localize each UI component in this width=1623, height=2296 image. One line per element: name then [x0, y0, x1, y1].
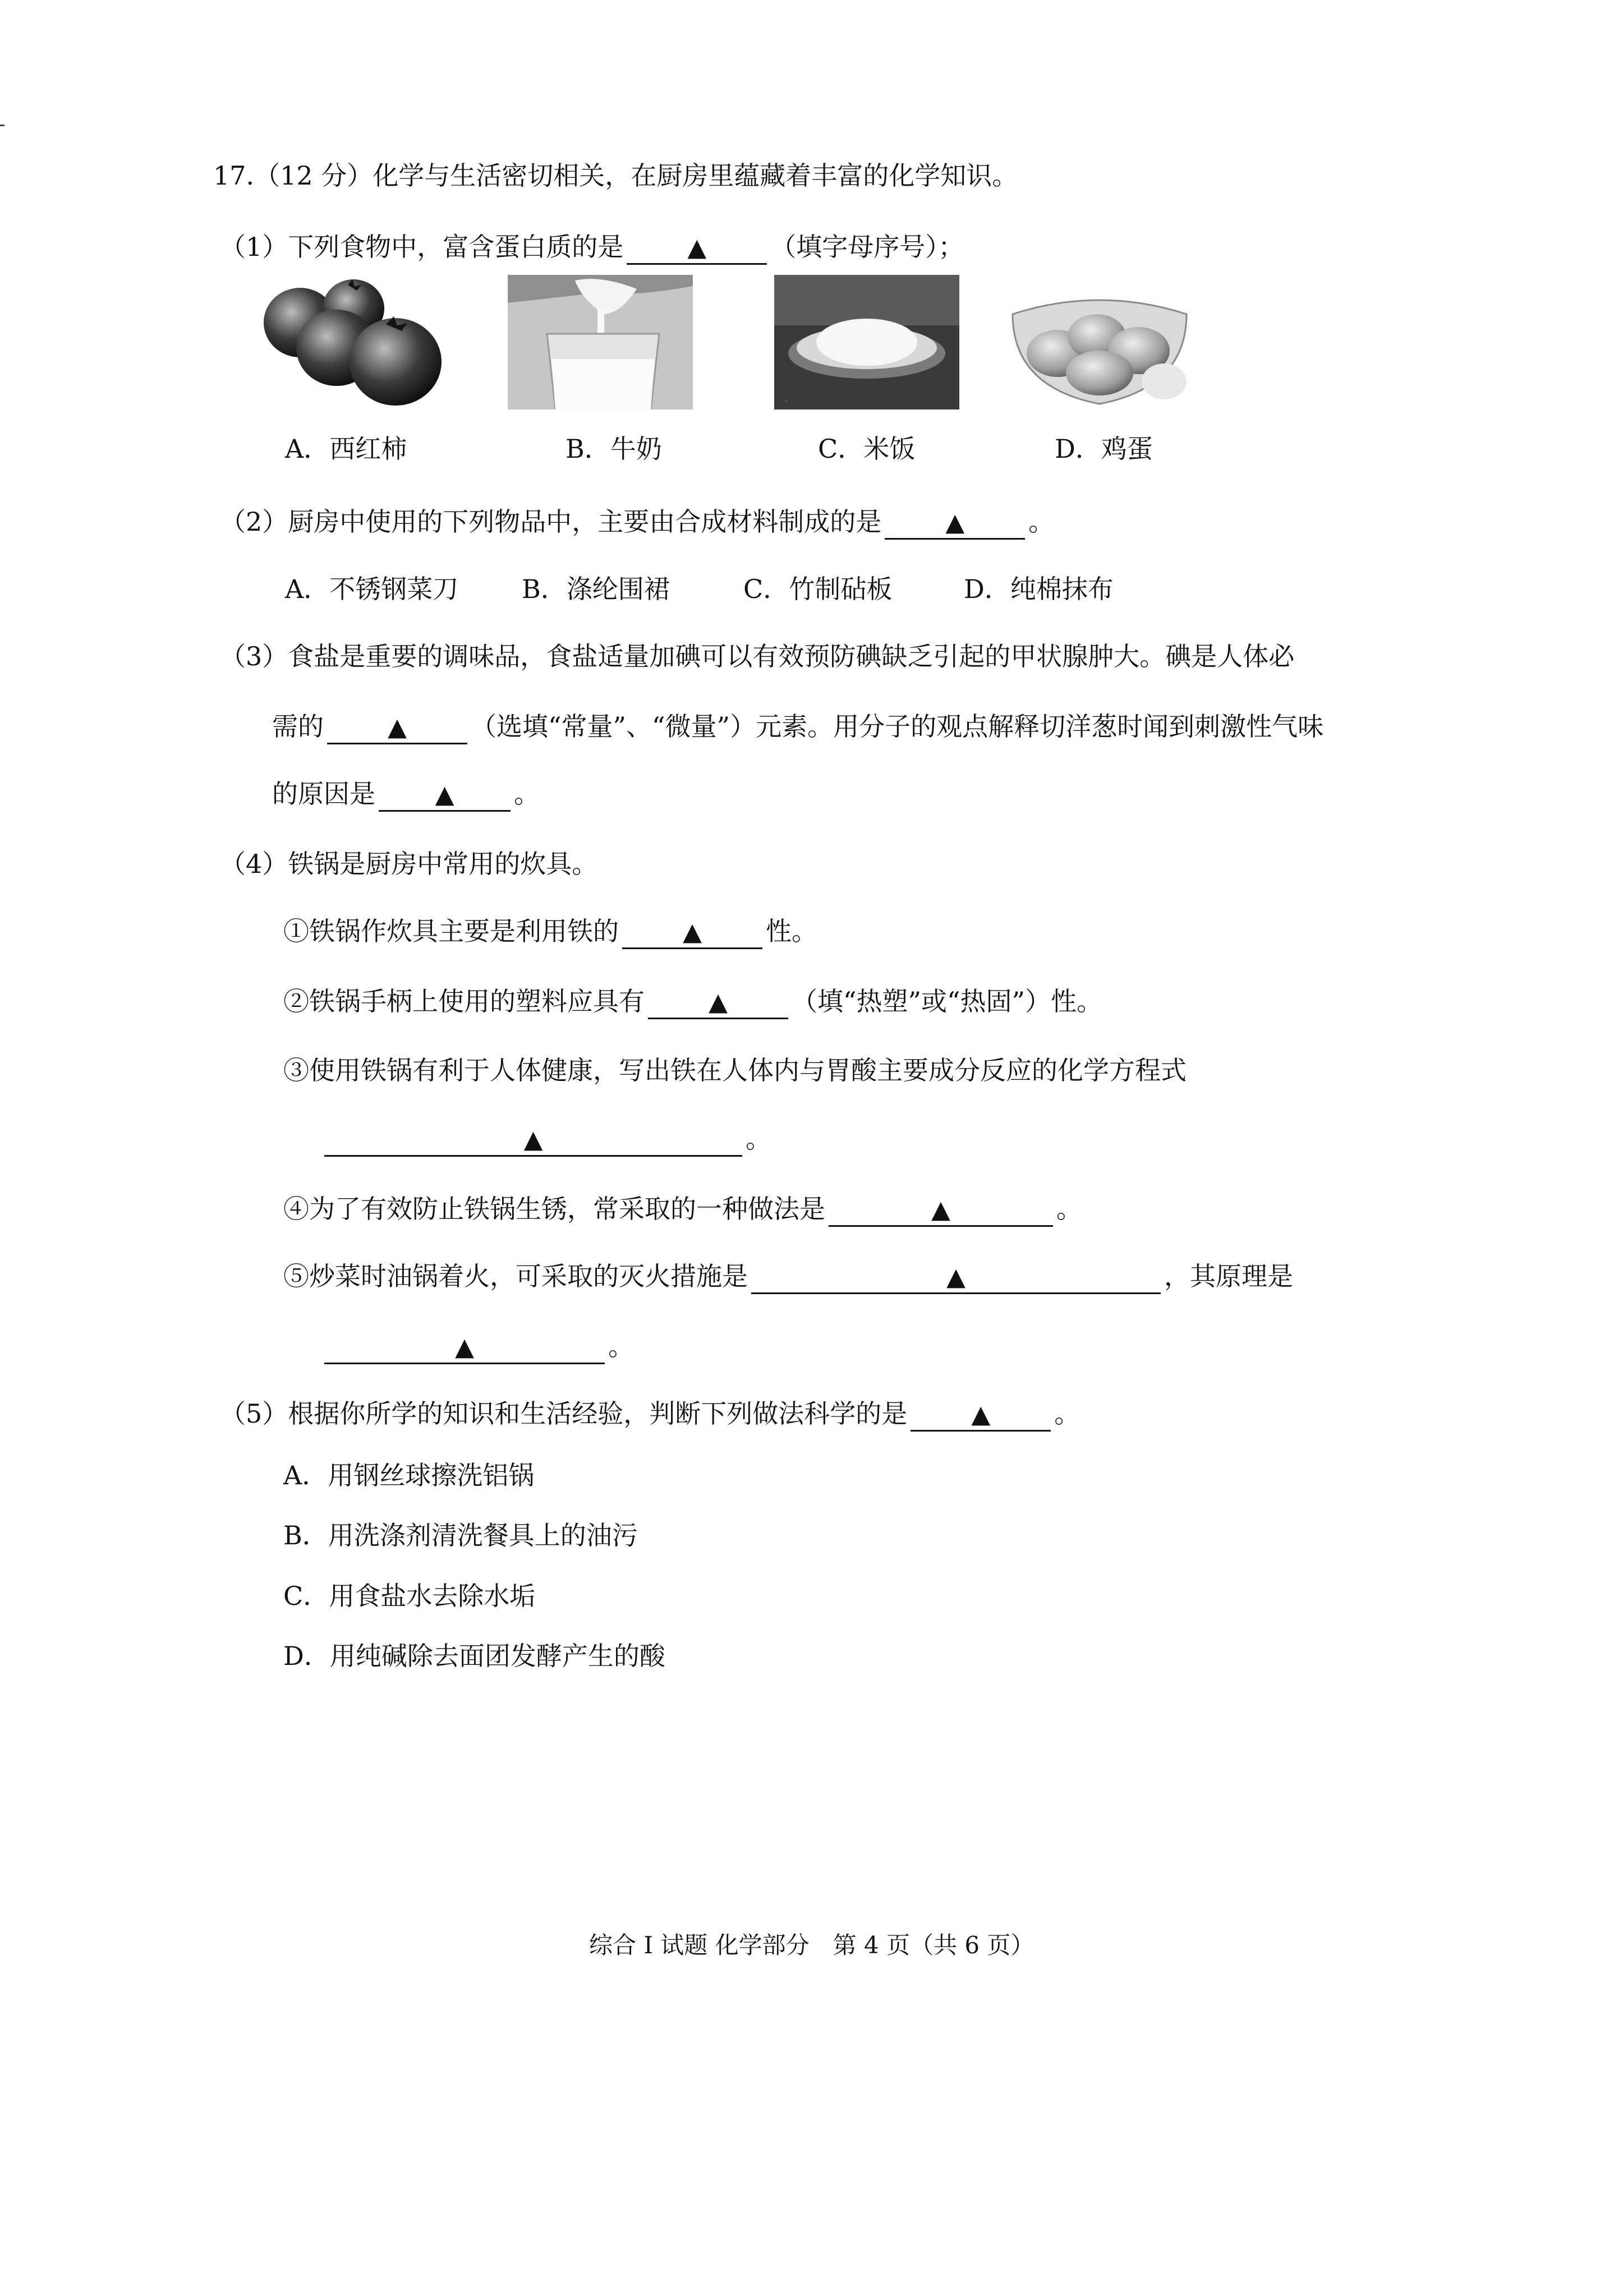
answer-blank[interactable]: ▲ — [911, 1398, 1051, 1432]
option-d: D．鸡蛋 — [1055, 434, 1153, 464]
milk-picture — [508, 275, 693, 409]
part5-option-b: B．用洗涤剂清洗餐具上的油污 — [283, 1520, 638, 1550]
rice-picture — [774, 275, 959, 409]
part4-item3-answer: ▲ 。 — [324, 1122, 771, 1157]
part2-option-d: D．纯棉抹布 — [964, 574, 1114, 604]
answer-blank[interactable]: ▲ — [327, 711, 467, 744]
part4-item5-answer: ▲ 。 — [324, 1329, 634, 1364]
svg-text:·: · — [785, 397, 788, 404]
part4-item3: ③使用铁锅有利于人体健康，写出铁在人体内与胃酸主要成分反应的化学方程式 — [283, 1055, 1187, 1085]
answer-blank[interactable]: ▲ — [829, 1194, 1053, 1227]
part4-item2: ②铁锅手柄上使用的塑料应具有 ▲ （填“热塑”或“热固”）性。 — [283, 984, 1102, 1019]
part3-line3: 的原因是 ▲ 。 — [272, 777, 540, 812]
option-b: B．牛奶 — [565, 434, 662, 464]
answer-blank[interactable]: ▲ — [885, 507, 1025, 540]
page-footer: 综合 I 试题 化学部分 第 4 页（共 6 页） — [589, 1931, 1035, 1959]
part4-intro: （4）铁锅是厨房中常用的炊具。 — [220, 849, 598, 879]
part5-option-c: C．用食盐水去除水垢 — [283, 1581, 536, 1611]
part4-item5: ⑤炒菜时油锅着火，可采取的灭火措施是 ▲ ，其原理是 — [283, 1259, 1293, 1294]
answer-blank[interactable]: ▲ — [622, 916, 762, 949]
answer-blank[interactable]: ▲ — [379, 779, 511, 812]
part3-line2: 需的 ▲ （选填“常量”、“微量”）元素。用分子的观点解释切洋葱时闻到刺激性气味 — [272, 710, 1323, 744]
answer-blank[interactable]: ▲ — [648, 986, 788, 1019]
part1-question: （1）下列食物中，富含蛋白质的是 ▲ （填字母序号）； — [220, 230, 964, 265]
answer-blank[interactable]: ▲ — [751, 1261, 1161, 1294]
part3-line1: （3）食盐是重要的调味品，食盐适量加碘可以有效预防碘缺乏引起的甲状腺肿大。碘是人体必 — [220, 641, 1295, 671]
question-title: 17.（12 分）化学与生活密切相关，在厨房里蕴藏着丰富的化学知识。 — [213, 160, 1018, 191]
answer-blank[interactable]: ▲ — [324, 1331, 605, 1364]
eggs-picture — [1007, 275, 1192, 409]
part2-option-b: B．涤纶围裙 — [522, 574, 670, 604]
option-c: C．米饭 — [818, 434, 916, 464]
tomatoes-picture — [258, 275, 443, 409]
part5-option-d: D．用纯碱除去面团发酵产生的酸 — [283, 1641, 665, 1671]
part5-question: （5）根据你所学的知识和生活经验，判断下列做法科学的是 ▲ 。 — [220, 1397, 1080, 1432]
part4-item1: ①铁锅作炊具主要是利用铁的 ▲ 性。 — [283, 914, 817, 949]
part2-question: （2）厨房中使用的下列物品中，主要由合成材料制成的是 ▲ 。 — [220, 505, 1054, 540]
part4-item4: ④为了有效防止铁锅生锈，常采取的一种做法是 ▲ 。 — [283, 1192, 1082, 1227]
scan-mark — [0, 125, 4, 126]
option-a: A．西红柿 — [285, 434, 407, 464]
answer-blank[interactable]: ▲ — [324, 1124, 742, 1157]
part5-option-a: A．用钢丝球擦洗铝锅 — [283, 1460, 535, 1490]
answer-blank[interactable]: ▲ — [627, 232, 767, 265]
part2-option-a: A．不锈钢菜刀 — [285, 574, 459, 604]
part2-option-c: C．竹制砧板 — [743, 574, 893, 604]
